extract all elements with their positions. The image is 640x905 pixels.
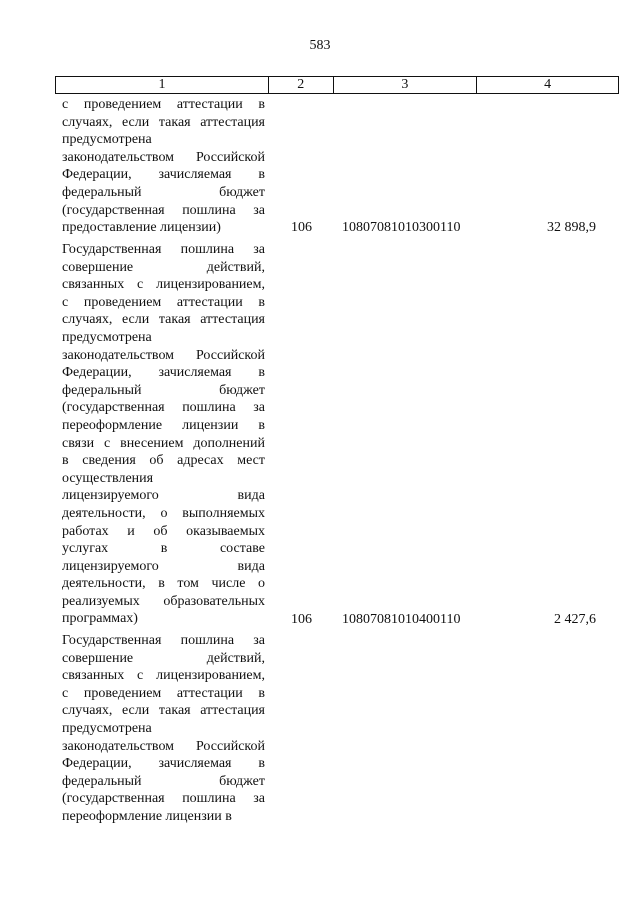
description-line: законодательством Российской [62,738,265,754]
administrator-code: 106 [291,611,312,627]
description-line: связи с внесением дополнений [62,435,265,451]
description-line: законодательством Российской [62,347,265,363]
description-line: совершение действий, [62,650,265,666]
description-line: осуществления [62,470,154,486]
description-line: с проведением аттестации в [62,294,265,310]
description-line: федеральный бюджет [62,382,265,398]
description-line: (государственная пошлина за [62,791,265,807]
description-line: Федерации, зачисляемая в [62,756,265,772]
description-line: предусмотрена [62,329,152,345]
revenue-description [62,96,265,237]
description-line: деятельности, в том числе о [62,576,265,592]
description-line: предусмотрена [62,132,152,148]
amount-value: 2 427,6 [554,611,596,627]
description-line: предусмотрена [62,720,152,736]
column-3-header: 3 [333,77,477,94]
description-line: реализуемых образовательных [62,593,265,609]
description-line: предоставление лицензии) [62,220,221,236]
budget-classification-code: 10807081010300110 [342,220,461,236]
description-line: связанных с лицензированием, [62,277,265,293]
description-line: Государственная пошлина за [62,242,265,257]
description-line: (государственная пошлина за [62,400,265,416]
column-1-header: 1 [56,77,269,94]
description-line: случаях, если такая аттестация [62,114,265,130]
description-line: случаях, если такая аттестация [62,312,265,328]
description-line: программах) [62,611,138,627]
description-line: случаях, если такая аттестация [62,703,265,719]
description-line: переоформление лицензии в [62,417,265,433]
description-line: услугах в составе [62,541,265,557]
revenue-description [62,632,265,826]
description-line: с проведением аттестации в [62,685,265,701]
column-2-header: 2 [269,77,333,94]
description-line: федеральный бюджет [62,184,265,200]
column-header-row [55,76,619,94]
page-number: 583 [309,38,331,53]
description-line: переоформление лицензии в [62,808,232,824]
description-line: связанных с лицензированием, [62,668,265,684]
description-line: (государственная пошлина за [62,202,265,218]
column-4-header: 4 [477,77,619,94]
description-line: в сведения об адресах мест [62,453,265,469]
administrator-code: 106 [291,220,312,236]
description-line: Государственная пошлина за [62,633,265,648]
description-line: лицензируемого вида [62,488,265,504]
description-line: с проведением аттестации в [62,97,265,112]
description-line: совершение действий, [62,259,265,275]
description-line: работах и об оказываемых [62,523,265,539]
revenue-description [62,241,265,628]
description-line: законодательством Российской [62,149,265,165]
budget-classification-code: 10807081010400110 [342,611,461,627]
description-line: лицензируемого вида [62,558,265,574]
description-line: деятельности, о выполняемых [62,505,265,521]
amount-value: 32 898,9 [547,220,596,236]
description-line: Федерации, зачисляемая в [62,365,265,381]
description-line: федеральный бюджет [62,773,265,789]
description-line: Федерации, зачисляемая в [62,167,265,183]
